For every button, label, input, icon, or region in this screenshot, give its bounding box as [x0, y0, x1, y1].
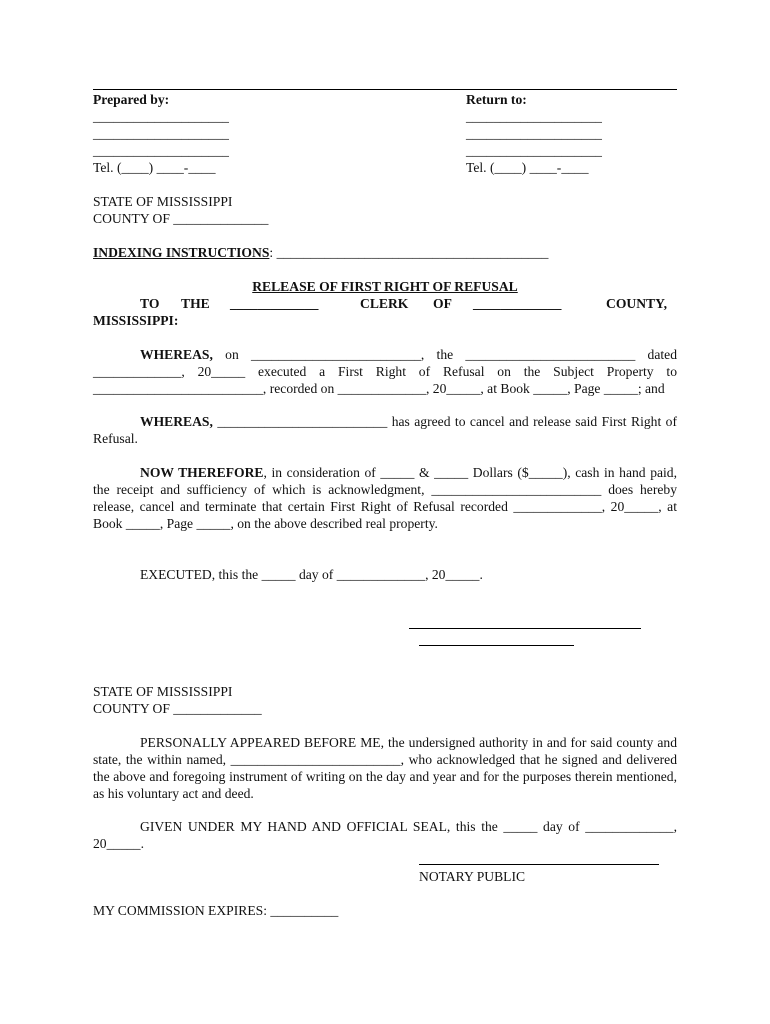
now-therefore-paragraph	[93, 464, 677, 532]
printed-name-line	[419, 645, 574, 646]
return-line-3: ____________________	[466, 143, 602, 158]
notary-public-label: NOTARY PUBLIC	[419, 869, 526, 884]
prepared-line-1: ____________________	[93, 109, 229, 124]
mississippi-word: MISSISSIPPI:	[93, 313, 179, 328]
indexing-instructions	[93, 244, 548, 261]
return-line-1: ____________________	[466, 109, 602, 124]
return-line-2: ____________________	[466, 126, 602, 141]
of-word: OF	[433, 296, 452, 311]
top-rule	[93, 89, 677, 90]
prepared-line-2: ____________________	[93, 126, 229, 141]
indexing-value: : ________________________________________	[269, 245, 549, 260]
prepared-line-3: ____________________	[93, 143, 229, 158]
notary-venue-state: STATE OF MISSISSIPPI	[93, 684, 233, 699]
prepared-by-label: Prepared by:	[93, 92, 170, 107]
document-page	[93, 0, 677, 1024]
venue-state: STATE OF MISSISSIPPI	[93, 194, 233, 209]
whereas-text-2: _________________________ has agreed to cancel and release said First Right of Refusal.	[93, 414, 677, 446]
now-therefore-lead: NOW THEREFORE	[140, 465, 264, 480]
document-title: RELEASE OF FIRST RIGHT OF REFUSAL	[252, 279, 518, 294]
return-tel: Tel. (____) ____-____	[466, 160, 589, 175]
given-under-hand-paragraph	[93, 818, 677, 852]
prepared-tel: Tel. (____) ____-____	[93, 160, 216, 175]
whereas-lead-2: WHEREAS,	[140, 414, 213, 429]
personally-appeared-paragraph	[93, 734, 677, 802]
whereas-text-1: on _________________________, the _________________________ dated _____________, 20_____ executed a First Right of Refusal on the Subject Property to _________________________, recorded on _____________, 20_____, at Book _____, Page _____; and	[93, 347, 677, 396]
clerk-word: CLERK	[360, 296, 409, 311]
notary-signature-line	[419, 864, 659, 865]
whereas-paragraph-2	[93, 413, 677, 447]
given-under-hand-text: GIVEN UNDER MY HAND AND OFFICIAL SEAL, this the _____ day of _____________, 20_____.	[93, 819, 677, 851]
county-blank: _____________	[473, 296, 562, 311]
signature-line	[409, 628, 641, 629]
whereas-paragraph-1	[93, 346, 677, 397]
commission-expires: MY COMMISSION EXPIRES: __________	[93, 903, 339, 918]
now-therefore-text: , in consideration of _____ & _____ Dollars ($_____), cash in hand paid, the receipt and sufficiency of which is acknowledgment, _________________________ does hereby release, cancel and terminate that certain First Right of Refusal recorded _____________, 20_____, at Book _____, Page _____, on the above described real property.	[93, 465, 677, 531]
executed-line: EXECUTED, this the _____ day of _____________, 20_____.	[140, 567, 483, 582]
personally-appeared-text: PERSONALLY APPEARED BEFORE ME, the undersigned authority in and for said county and state, the within named, _________________________, who acknowledged that he signed and delivered the above and foregoing instrument of writing on the day and year and for the purposes therein mentioned, as his voluntary act and deed.	[93, 735, 677, 801]
notary-venue-county: COUNTY OF _____________	[93, 701, 262, 716]
county-word: COUNTY,	[606, 296, 668, 311]
whereas-lead-1: WHEREAS,	[140, 347, 213, 362]
the-word: THE	[181, 296, 210, 311]
venue-county: COUNTY OF ______________	[93, 211, 269, 226]
to-word: TO	[140, 296, 160, 311]
clerk-blank: _____________	[230, 296, 319, 311]
indexing-label: INDEXING INSTRUCTIONS	[93, 245, 270, 260]
return-to-label: Return to:	[466, 92, 527, 107]
